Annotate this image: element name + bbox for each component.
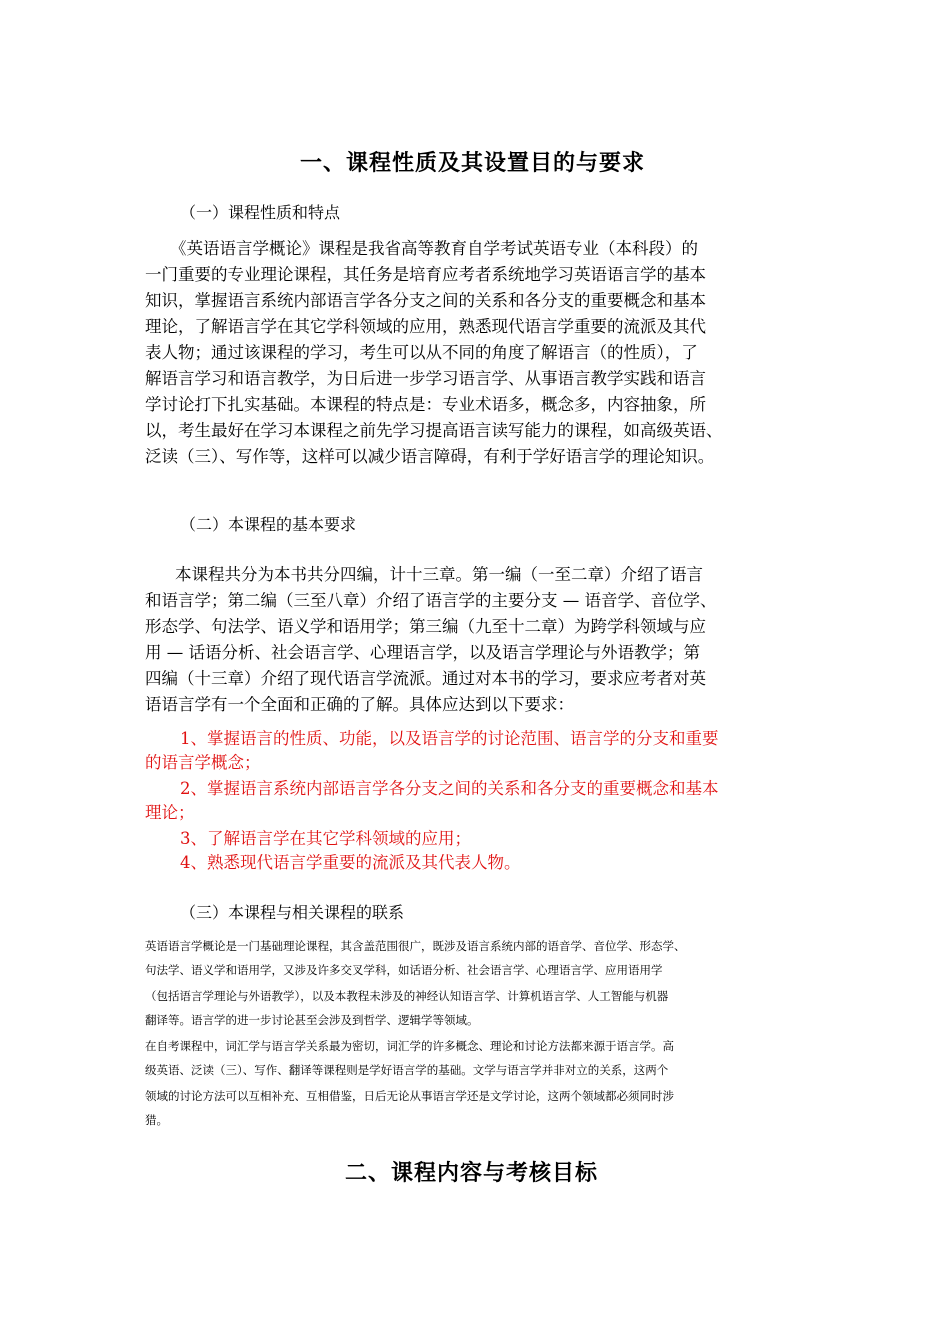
sub1-heading: （一）课程性质和特点: [180, 203, 341, 222]
paragraph-line: 和语言学；第二编（三至八章）介绍了语言学的主要分支 — 语音学、音位学、: [145, 591, 717, 610]
sub3-heading: （三）本课程与相关课程的联系: [180, 903, 405, 922]
requirement-item: 3、了解语言学在其它学科领域的应用；: [180, 829, 471, 848]
paragraph-line: 猎。: [145, 1113, 168, 1127]
section1-title: 一、课程性质及其设置目的与要求: [300, 151, 646, 176]
paragraph-line: 一门重要的专业理论课程，其任务是培育应考者系统地学习英语语言学的基本: [145, 265, 706, 284]
paragraph-line: 在自考课程中，词汇学与语言学关系最为密切，词汇学的许多概念、理论和讨论方法都来源于语言学。高: [145, 1039, 674, 1053]
requirement-item: 4、熟悉现代语言学重要的流派及其代表人物。: [180, 853, 521, 872]
paragraph-line: 表人物；通过该课程的学习，考生可以从不同的角度了解语言（的性质），了: [145, 343, 698, 362]
paragraph-line: 领域的讨论方法可以互相补充、互相借鉴，日后无论从事语言学还是文学讨论，这两个领域都必须同时涉: [145, 1089, 674, 1103]
paragraph-line: 四编（十三章）介绍了现代语言学流派。通过对本书的学习，要求应考者对英: [145, 669, 706, 688]
paragraph-line: 理论，了解语言学在其它学科领域的应用，熟悉现代语言学重要的流派及其代: [145, 317, 706, 336]
requirement-item: 2、掌握语言系统内部语言学各分支之间的关系和各分支的重要概念和基本: [180, 779, 719, 798]
paragraph-line: 用 — 话语分析、社会语言学、心理语言学，以及语言学理论与外语教学；第: [145, 643, 700, 662]
paragraph-line: 英语语言学概论是一门基础理论课程，其含盖范围很广，既涉及语言系统内部的语音学、音位学、形态学、: [145, 939, 686, 953]
sub2-heading: （二）本课程的基本要求: [180, 515, 357, 534]
paragraph-line: 本课程共分为本书共分四编，计十三章。第一编（一至二章）介绍了语言: [175, 565, 703, 584]
paragraph-line: 泛读（三）、写作等，这样可以减少语言障碍，有利于学好语言学的理论知识。: [145, 447, 715, 466]
paragraph-line: 以，考生最好在学习本课程之前先学习提高语言读写能力的课程，如高级英语、: [145, 421, 723, 440]
paragraph-line: 学讨论打下扎实基础。本课程的特点是：专业术语多，概念多，内容抽象，所: [145, 395, 706, 414]
section2-title: 二、课程内容与考核目标: [345, 1161, 599, 1186]
paragraph-line: 语语言学有一个全面和正确的了解。具体应达到以下要求：: [145, 695, 574, 714]
paragraph-line: 翻译等。语言学的进一步讨论甚至会涉及到哲学、逻辑学等领域。: [145, 1013, 479, 1027]
paragraph-line: （包括语言学理论与外语教学），以及本教程未涉及的神经认知语言学、计算机语言学、人工智能与机器: [145, 989, 669, 1003]
paragraph-line: 解语言学习和语言教学，为日后进一步学习语言学、从事语言教学实践和语言: [145, 369, 706, 388]
requirement-item: 1、掌握语言的性质、功能，以及语言学的讨论范围、语言学的分支和重要: [180, 729, 719, 748]
requirement-item-continued: 理论；: [145, 803, 195, 822]
paragraph-line: 句法学、语义学和语用学，又涉及许多交叉学科，如话语分析、社会语言学、心理语言学、应用语用学: [145, 963, 663, 977]
paragraph-line: 级英语、泛读（三）、写作、翻译等课程则是学好语言学的基础。文学与语言学并非对立的关系，这两个: [145, 1063, 669, 1077]
requirement-item-continued: 的语言学概念；: [145, 753, 261, 772]
paragraph-line: 《英语语言学概论》课程是我省高等教育自学考试英语专业（本科段）的: [170, 239, 698, 258]
paragraph-line: 形态学、句法学、语义学和语用学；第三编（九至十二章）为跨学科领域与应: [145, 617, 706, 636]
paragraph-line: 知识，掌握语言系统内部语言学各分支之间的关系和各分支的重要概念和基本: [145, 291, 706, 310]
